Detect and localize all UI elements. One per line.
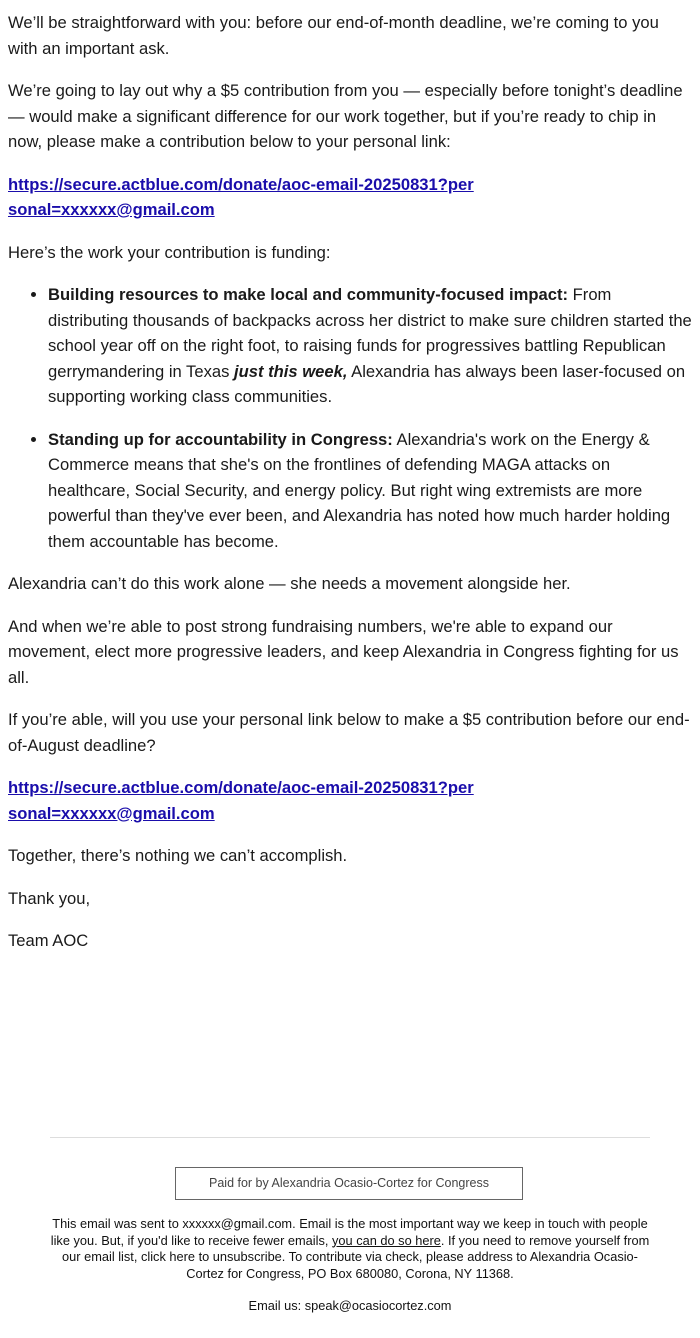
footer-notice [48,1216,652,1282]
fewer-emails-link[interactable]: you can do so here [332,1232,441,1248]
email-body [8,10,692,971]
bullet-heading: Building resources to make local and community-focused impact: [48,285,569,304]
bullet-text: From distributing thousands of backpacks across her district to make sure children started the school year off on the right foot, to raising funds for progressives battling Republican gerrymandering in Texas [48,285,692,381]
closing-ask-paragraph: If you’re able, will you use your personal link below to make a $5 contribution before our end-of-August deadline? [8,710,690,755]
bullet-text: Alexandria's work on the Energy & Commerce means that she's on the frontlines of defending MAGA attacks on healthcare, Social Security, and energy policy. But right wing extremists are more powerful than they've ever been, and Alexandria has noted how much harder holding them accountable has become. [48,429,671,551]
footer-notice-text: . If you need to remove yourself from our email list, click here to unsubscribe. To contribute via check, please address to Alexandria Ocasio-Cortez for Congress, PO Box 680080, Corona, NY 11368. [62,1232,650,1281]
ask-paragraph: We’re going to lay out why a $5 contribution from you — especially before tonight’s deadline — would make a significant difference for our work together, but if you’re ready to chip in now, please make a contribution below to your personal link: [8,81,683,151]
alone-paragraph: Alexandria can’t do this work alone — she needs a movement alongside her. [8,574,571,593]
footer-contact: Email us: speak@ocasiocortez.com [248,1298,452,1313]
footer-divider [50,1137,650,1138]
donate-link[interactable]: https://secure.actblue.com/donate/aoc-email-20250831?personal=xxxxxx@gmail.com [8,778,474,823]
work-list [8,282,692,554]
bullet-text: Alexandria has always been laser-focused on supporting working class communities. [48,361,686,406]
bullet-heading: Standing up for accountability in Congress: [48,429,393,449]
donate-link-block [8,775,478,826]
bullet-emphasis: just this week, [234,361,348,381]
work-intro: Here’s the work your contribution is funding: [8,242,331,262]
footer-notice-text: This email was sent to xxxxxx@gmail.com. Email is the most important way we keep in touch with people like you. But, if you'd like to receive fewer emails, [50,1216,648,1248]
fundraising-paragraph: And when we’re able to post strong fundraising numbers, we're able to expand our movement, elect more progressive leaders, and keep Alexandria in Congress fighting for us all. [8,616,679,687]
intro-paragraph: We’ll be straightforward with you: before our end-of-month deadline, we’re coming to you with an important ask. [8,13,659,58]
list-item [48,427,692,555]
together-paragraph: Together, there’s nothing we can’t accomplish. [8,846,348,865]
donate-link[interactable]: https://secure.actblue.com/donate/aoc-email-20250831?personal=xxxxxx@gmail.com [8,174,474,219]
list-item [48,282,692,410]
paid-for-disclaimer: Paid for by Alexandria Ocasio-Cortez for Congress [175,1167,523,1200]
signature: Team AOC [8,931,89,950]
donate-link-block [8,172,478,223]
thanks-line: Thank you, [8,888,91,908]
